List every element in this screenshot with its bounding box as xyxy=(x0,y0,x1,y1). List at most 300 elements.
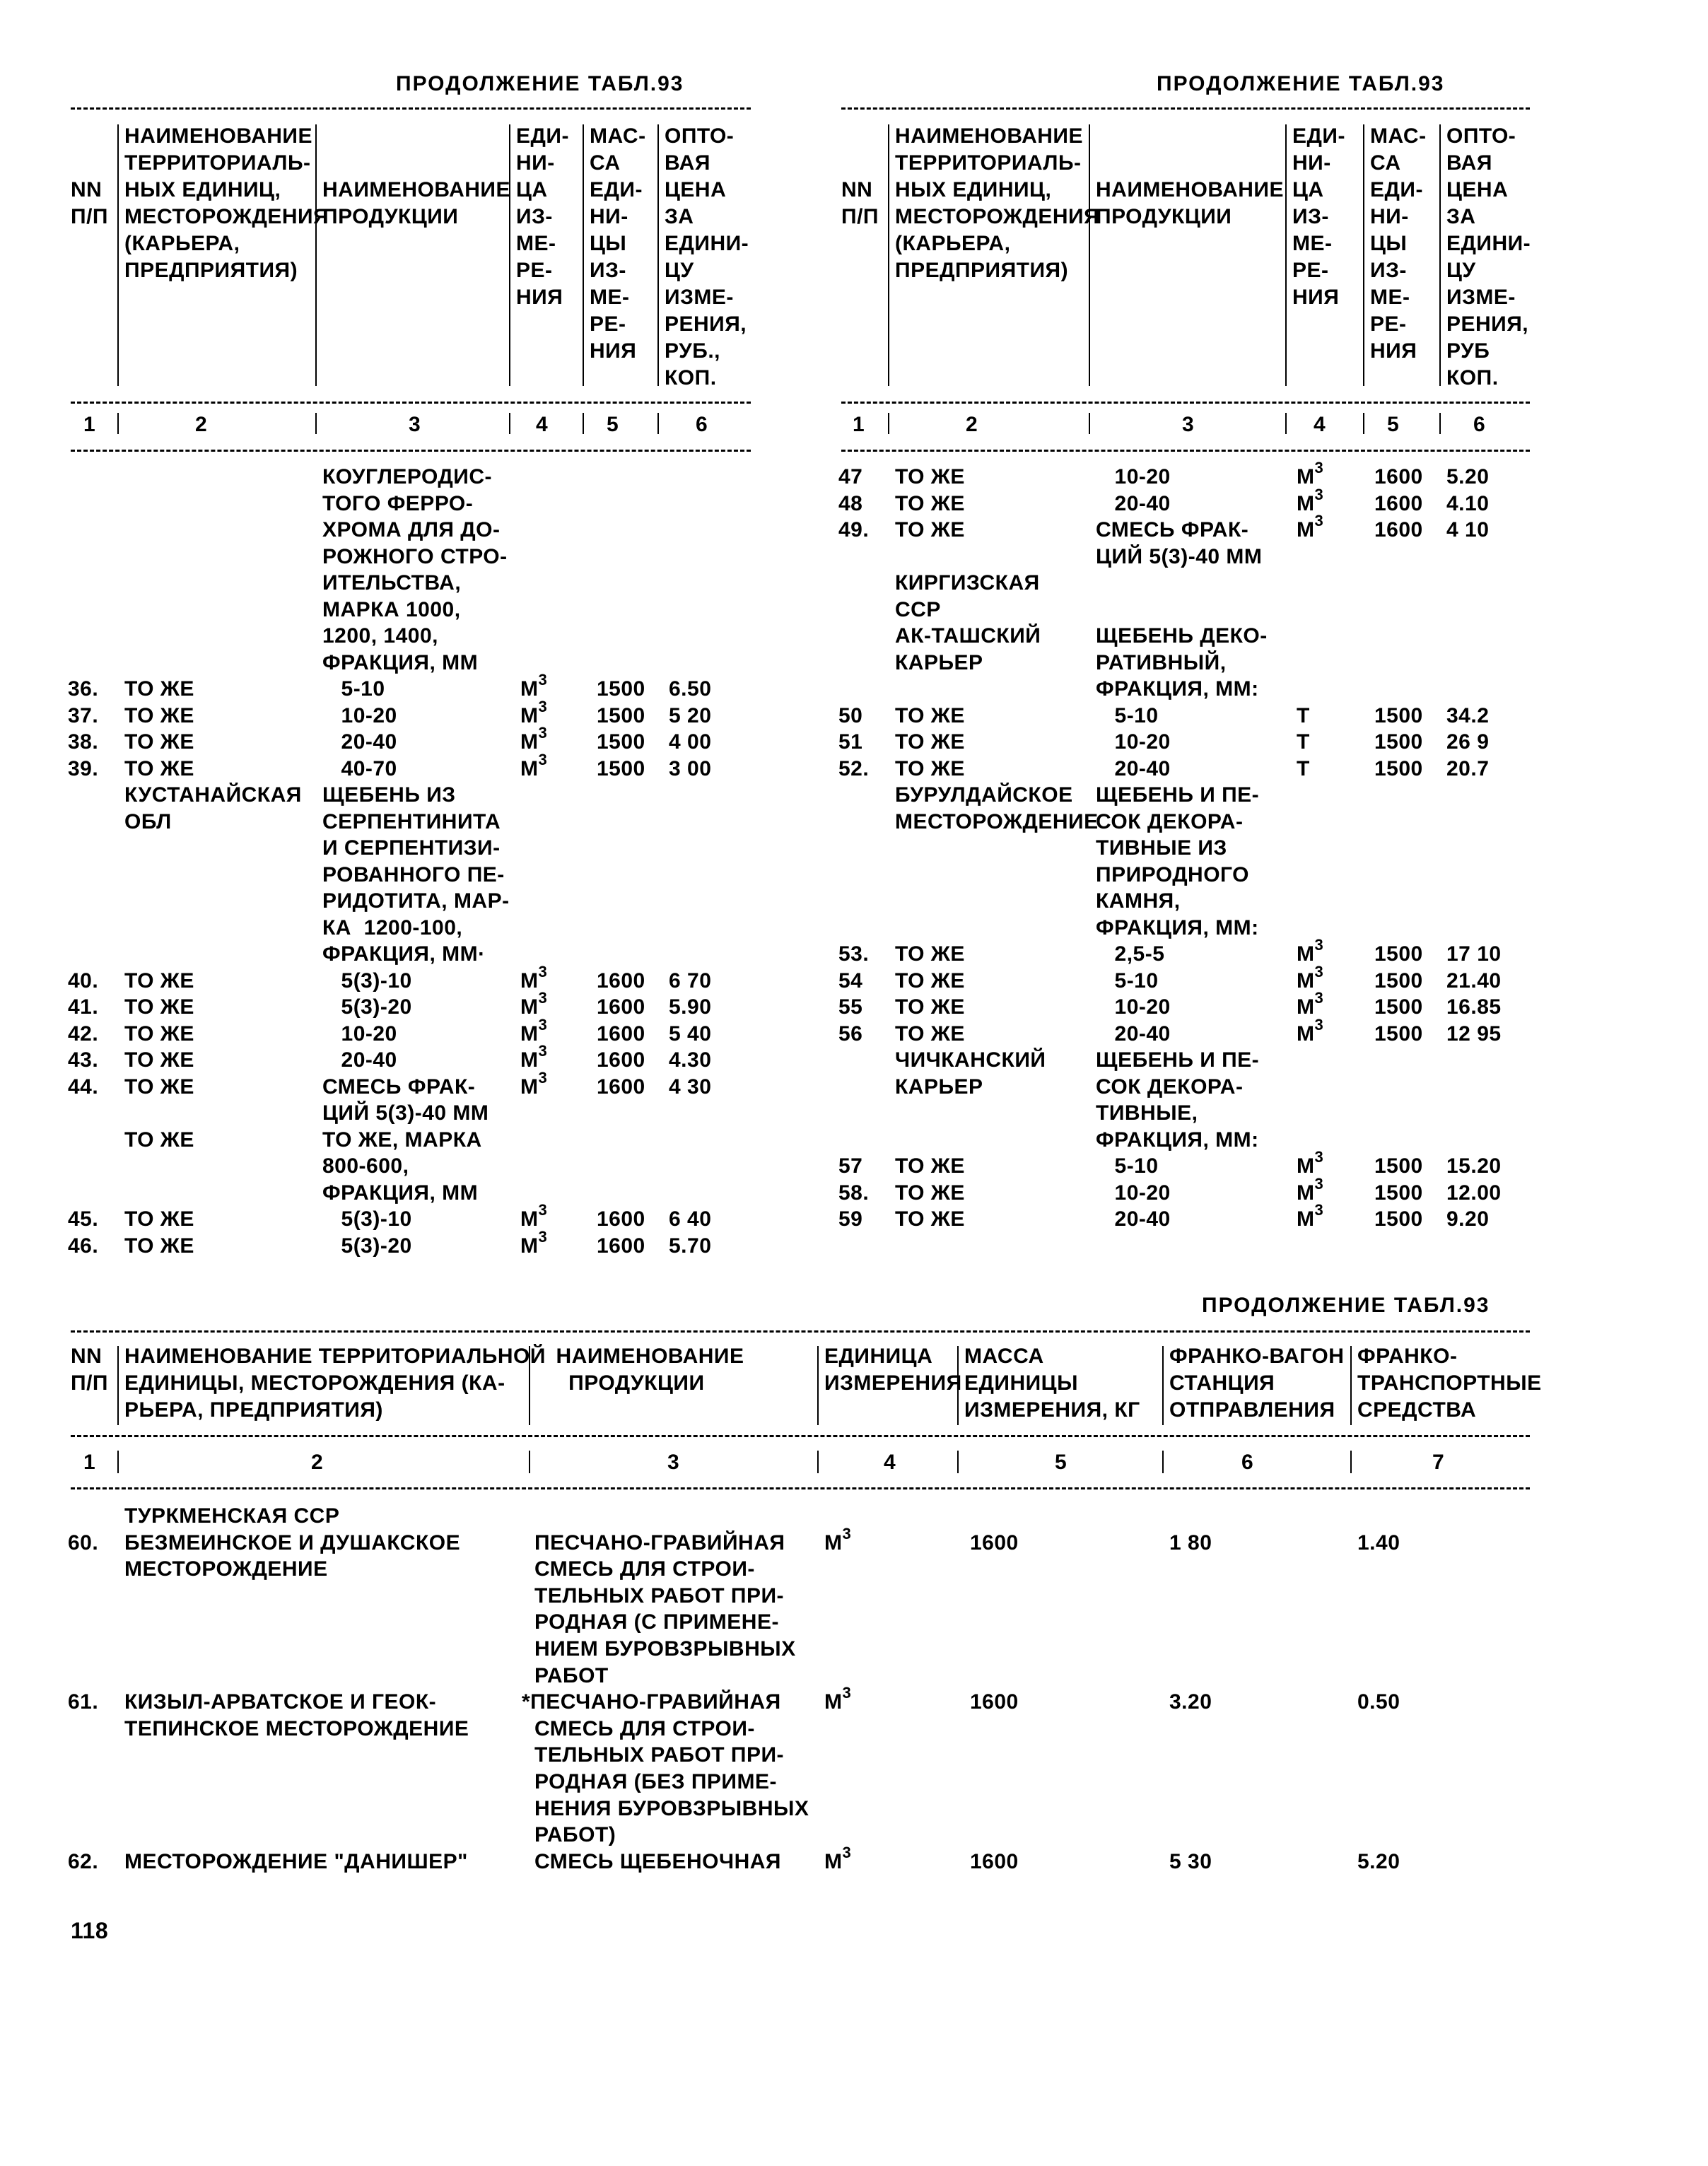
row-number: 55 xyxy=(838,995,863,1019)
row-product: ФРАКЦИЯ, ММ: xyxy=(1096,915,1259,939)
row-territory: ТО ЖЕ xyxy=(895,1207,965,1231)
right-table-caption: ПРОДОЛЖЕНИЕ ТАБЛ.93 xyxy=(1157,72,1445,95)
row-product: 10-20 xyxy=(322,1021,397,1046)
row-product: 20-40 xyxy=(322,1048,397,1072)
row-mass: 1500 xyxy=(1374,1021,1423,1046)
row-territory: ТО ЖЕ xyxy=(895,968,965,993)
row-number: 48 xyxy=(838,491,863,515)
row-product: 1200, 1400, xyxy=(322,624,438,648)
row-station-price: 5 30 xyxy=(1169,1849,1212,1873)
row-product: 10-20 xyxy=(1096,730,1171,754)
row-unit: $М^3$ xyxy=(1297,512,1324,542)
header-product: НАИМЕНОВАНИЕ ПРОДУКЦИИ xyxy=(556,1345,744,1395)
row-mass: 1500 xyxy=(1374,995,1423,1019)
unit-exponent: 3 xyxy=(1314,1148,1324,1166)
row-unit: $М^3$ xyxy=(520,750,548,780)
row-territory: ТО ЖЕ xyxy=(895,756,965,780)
row-price: 16.85 xyxy=(1446,995,1502,1019)
row-number: 59 xyxy=(838,1207,863,1231)
row-mass: 1600 xyxy=(970,1530,1019,1555)
column-number-divider xyxy=(1350,1451,1352,1473)
row-transport-price: 1.40 xyxy=(1357,1530,1400,1555)
row-number: 42. xyxy=(68,1021,99,1046)
bottom-table-caption: ПРОДОЛЖЕНИЕ ТАБЛ.93 xyxy=(1202,1294,1490,1317)
row-unit: $М^3$ xyxy=(1297,936,1324,966)
unit-exponent: 3 xyxy=(842,1684,852,1702)
row-product: 40-70 xyxy=(322,756,397,780)
row-mass: 1500 xyxy=(597,756,645,780)
row-price: 20.7 xyxy=(1446,756,1490,780)
header-column-divider xyxy=(957,1346,959,1425)
row-product: ФРАКЦИЯ, ММ: xyxy=(1096,1128,1259,1152)
row-price: 5 20 xyxy=(669,703,712,727)
column-number: 2 xyxy=(966,413,978,436)
row-price: 17 10 xyxy=(1446,942,1502,966)
row-number: 45. xyxy=(68,1207,99,1231)
row-number: 46. xyxy=(68,1234,99,1258)
row-product: И СЕРПЕНТИЗИ- xyxy=(322,836,501,860)
row-territory: ТО ЖЕ xyxy=(895,1154,965,1178)
column-number: 3 xyxy=(409,413,421,436)
unit-exponent: 3 xyxy=(538,724,548,742)
row-unit: $М^3$ xyxy=(520,1068,548,1099)
header-nn: NN П/П xyxy=(71,178,108,228)
row-unit: $М^3$ xyxy=(520,1015,548,1046)
bottom-header-top-rule xyxy=(71,1330,1530,1333)
column-number: 6 xyxy=(1473,413,1486,436)
row-mass: 1600 xyxy=(970,1849,1019,1873)
unit-exponent: 3 xyxy=(538,750,548,768)
row-unit: $М^3$ xyxy=(520,671,548,701)
row-territory: ТО ЖЕ xyxy=(124,730,194,754)
column-number: 2 xyxy=(195,413,208,436)
row-product: ФРАКЦИЯ, ММ: xyxy=(1096,677,1259,701)
row-territory: ТО ЖЕ xyxy=(124,677,194,701)
row-territory: ТО ЖЕ xyxy=(124,995,194,1019)
header-column-divider xyxy=(529,1346,530,1425)
row-unit: $М^3$ xyxy=(1297,1015,1324,1046)
header-territory: НАИМЕНОВАНИЕ ТЕРРИТОРИАЛЬНОЙ ЕДИНИЦЫ, МЕСТОРОЖДЕНИЯ (КА- РЬЕРА, ПРЕДПРИЯТИЯ) xyxy=(124,1345,546,1422)
row-product: ЦИЙ 5(3)-40 ММ xyxy=(322,1101,489,1125)
unit-exponent: 3 xyxy=(1314,989,1324,1007)
row-number: 58. xyxy=(838,1181,870,1205)
row-unit: $М^3$ xyxy=(520,1227,548,1258)
row-product: 5-10 xyxy=(1096,968,1159,993)
bottom-header-bottom-rule xyxy=(71,1435,1530,1437)
row-mass: 1500 xyxy=(1374,968,1423,993)
unit-exponent: 3 xyxy=(1314,936,1324,954)
row-territory: ТО ЖЕ xyxy=(124,1234,194,1258)
row-unit: $М^3$ xyxy=(1297,962,1324,993)
row-product: СМЕСЬ ДЛЯ СТРОИ- xyxy=(534,1557,755,1581)
row-price: 4 10 xyxy=(1446,518,1490,542)
header-unit: ЕДИ- НИ- ЦА ИЗ- МЕ- РЕ- НИЯ xyxy=(516,124,569,309)
row-unit: $М^3$ xyxy=(1297,459,1324,488)
unit-exponent: 3 xyxy=(1314,962,1324,980)
row-product: 2,5-5 xyxy=(1096,942,1165,966)
row-price: 6 70 xyxy=(669,968,712,993)
row-mass: 1500 xyxy=(597,677,645,701)
unit-exponent: 3 xyxy=(842,1524,852,1542)
header-territory: НАИМЕНОВАНИЕ ТЕРРИТОРИАЛЬ- НЫХ ЕДИНИЦ, МЕСТОРОЖДЕНИЯ (КАРЬЕРА, ПРЕДПРИЯТИЯ) xyxy=(895,124,1100,282)
row-number: 56 xyxy=(838,1021,863,1046)
row-product: ИТЕЛЬСТВА, xyxy=(322,571,462,595)
row-territory: МЕСТОРОЖДЕНИЕ xyxy=(895,809,1099,833)
row-price: 34.2 xyxy=(1446,703,1490,727)
row-unit: $М^3$ xyxy=(520,1201,548,1231)
page-number: 118 xyxy=(71,1918,109,1943)
row-product: СМЕСЬ ЩЕБЕНОЧНАЯ xyxy=(534,1849,781,1873)
row-product: РОДНАЯ (С ПРИМЕНЕ- xyxy=(534,1610,779,1634)
unit-exponent: 3 xyxy=(538,1042,548,1060)
row-product: СОК ДЕКОРА- xyxy=(1096,1075,1244,1099)
row-territory: КИРГИЗСКАЯ xyxy=(895,571,1040,595)
row-product: ТО ЖЕ, МАРКА xyxy=(322,1128,482,1152)
row-unit: $М^3$ xyxy=(1297,1174,1324,1205)
header-column-divider xyxy=(1350,1346,1352,1425)
row-unit: $М^3$ xyxy=(520,697,548,727)
unit-exponent: 3 xyxy=(538,671,548,689)
row-number: 43. xyxy=(68,1048,99,1072)
row-product: НЕНИЯ БУРОВЗРЫВНЫХ xyxy=(534,1796,809,1820)
row-unit: $М^3$ xyxy=(520,989,548,1019)
column-number: 6 xyxy=(1241,1451,1254,1474)
row-product: СМЕСЬ ФРАК- xyxy=(322,1075,476,1099)
unit-exponent: 3 xyxy=(538,697,548,715)
unit-exponent: 3 xyxy=(538,989,548,1007)
row-mass: 1500 xyxy=(1374,1181,1423,1205)
row-mass: 1600 xyxy=(597,1021,645,1046)
row-product: ПРИРОДНОГО xyxy=(1096,862,1250,886)
column-number-divider xyxy=(817,1451,819,1473)
row-number: 39. xyxy=(68,756,99,780)
column-number-divider xyxy=(529,1451,530,1473)
row-unit: Т xyxy=(1297,703,1310,727)
row-product: ТИВНЫЕ, xyxy=(1096,1101,1198,1125)
row-product: КОУГЛЕРОДИС- xyxy=(322,465,493,488)
unit-exponent: 3 xyxy=(538,1068,548,1087)
unit-exponent: 3 xyxy=(1314,1015,1324,1034)
row-territory: ТО ЖЕ xyxy=(124,1048,194,1072)
row-product: 5-10 xyxy=(1096,1154,1159,1178)
row-price: 5.20 xyxy=(1446,465,1490,488)
row-number: 40. xyxy=(68,968,99,993)
row-product: СМЕСЬ ФРАК- xyxy=(1096,518,1249,542)
row-mass: 1600 xyxy=(597,1075,645,1099)
row-product: 5-10 xyxy=(1096,703,1159,727)
row-unit: $М^3$ xyxy=(1297,485,1324,515)
row-product: 10-20 xyxy=(1096,465,1171,488)
row-mass: 1600 xyxy=(597,1234,645,1258)
row-product: 5-10 xyxy=(322,677,385,701)
row-unit: $М^3$ xyxy=(520,1042,548,1072)
row-product: РОВАННОГО ПЕ- xyxy=(322,862,505,886)
unit-exponent: 3 xyxy=(538,962,548,980)
row-product: РИДОТИТА, МАР- xyxy=(322,889,510,913)
row-product: 20-40 xyxy=(1096,1207,1171,1231)
row-territory: ТО ЖЕ xyxy=(124,1075,194,1099)
column-number-divider xyxy=(117,1451,119,1473)
row-mass: 1600 xyxy=(597,968,645,993)
header-station: ФРАНКО-ВАГОН СТАНЦИЯ ОТПРАВЛЕНИЯ xyxy=(1169,1345,1345,1422)
row-product: КАМНЯ, xyxy=(1096,889,1181,913)
row-mass: 1600 xyxy=(597,1207,645,1231)
row-territory: КАРЬЕР xyxy=(895,650,983,674)
unit-exponent: 3 xyxy=(538,1227,548,1246)
row-product: ФРАКЦИЯ, ММ xyxy=(322,650,479,674)
row-product: 5(3)-10 xyxy=(322,968,412,993)
row-number: 54 xyxy=(838,968,863,993)
header-mass: МАС- СА ЕДИ- НИ- ЦЫ ИЗ- МЕ- РЕ- НИЯ xyxy=(1370,124,1427,363)
row-number: 62. xyxy=(68,1849,99,1873)
row-product: 800-600, xyxy=(322,1154,409,1178)
row-price: 4 30 xyxy=(669,1075,712,1099)
row-product: РАБОТ) xyxy=(534,1823,616,1847)
row-mass: 1600 xyxy=(1374,518,1423,542)
row-territory: КИЗЫЛ-АРВАТСКОЕ И ГЕОК- xyxy=(124,1690,437,1714)
header-column-divider xyxy=(117,1346,119,1425)
row-unit: $М^3$ xyxy=(824,1524,852,1555)
column-number: 5 xyxy=(1387,413,1400,436)
header-column-divider xyxy=(817,1346,819,1425)
row-price: 4 00 xyxy=(669,730,712,754)
row-unit: $М^3$ xyxy=(1297,989,1324,1019)
header-unit: ЕДИ- НИ- ЦА ИЗ- МЕ- РЕ- НИЯ xyxy=(1292,124,1345,309)
unit-exponent: 3 xyxy=(1314,485,1324,503)
header-product: НАИМЕНОВАНИЕ ПРОДУКЦИИ xyxy=(322,178,510,228)
header-column-divider xyxy=(1162,1346,1164,1425)
row-price: 4.10 xyxy=(1446,491,1490,515)
row-number: 44. xyxy=(68,1075,99,1099)
column-number: 1 xyxy=(83,413,96,436)
row-product: 20-40 xyxy=(1096,491,1171,515)
row-product: 10-20 xyxy=(322,703,397,727)
row-price: 26 9 xyxy=(1446,730,1490,754)
column-number: 3 xyxy=(667,1451,680,1474)
column-number-divider xyxy=(957,1451,959,1473)
row-territory: ЧИЧКАНСКИЙ xyxy=(895,1048,1046,1072)
row-territory: ТО ЖЕ xyxy=(124,968,194,993)
row-price: 5.70 xyxy=(669,1234,712,1258)
row-mass: 1600 xyxy=(1374,491,1423,515)
row-product: ТЕЛЬНЫХ РАБОТ ПРИ- xyxy=(534,1743,785,1767)
row-product: РОДНАЯ (БЕЗ ПРИМЕ- xyxy=(534,1770,777,1793)
column-number: 5 xyxy=(607,413,619,436)
header-mass: МАС- СА ЕДИ- НИ- ЦЫ ИЗ- МЕ- РЕ- НИЯ xyxy=(590,124,646,363)
row-price: 6 40 xyxy=(669,1207,712,1231)
row-territory: ТЕПИНСКОЕ МЕСТОРОЖДЕНИЕ xyxy=(124,1716,469,1740)
unit-exponent: 3 xyxy=(1314,1174,1324,1193)
row-territory: ТО ЖЕ xyxy=(124,756,194,780)
row-number: 60. xyxy=(68,1530,99,1555)
header-nn: NN П/П xyxy=(71,1345,108,1395)
bottom-numbers-bottom-rule xyxy=(71,1487,1530,1489)
row-product: ЦИЙ 5(3)-40 ММ xyxy=(1096,544,1263,568)
row-price: 5.90 xyxy=(669,995,712,1019)
unit-exponent: 3 xyxy=(1314,459,1324,476)
row-mass: 1600 xyxy=(597,1048,645,1072)
column-number: 6 xyxy=(696,413,708,436)
row-product: ЩЕБЕНЬ И ПЕ- xyxy=(1096,1048,1260,1072)
row-territory: ТО ЖЕ xyxy=(895,1181,965,1205)
row-product: ЩЕБЕНЬ ИЗ xyxy=(322,783,456,807)
row-number: 61. xyxy=(68,1690,99,1714)
row-transport-price: 5.20 xyxy=(1357,1849,1400,1873)
row-product: *ПЕСЧАНО-ГРАВИЙНАЯ xyxy=(522,1690,781,1714)
row-product: РОЖНОГО СТРО- xyxy=(322,544,508,568)
row-product: СОК ДЕКОРА- xyxy=(1096,809,1244,833)
column-number: 2 xyxy=(311,1451,324,1474)
row-territory: ТО ЖЕ xyxy=(895,995,965,1019)
row-unit: $М^3$ xyxy=(520,724,548,754)
row-product: ПЕСЧАНО-ГРАВИЙНАЯ xyxy=(534,1530,785,1555)
row-number: 57 xyxy=(838,1154,863,1178)
row-product: РАБОТ xyxy=(534,1663,609,1687)
row-station-price: 1 80 xyxy=(1169,1530,1212,1555)
row-territory: ТО ЖЕ xyxy=(895,1021,965,1046)
row-territory: ТО ЖЕ xyxy=(124,1021,194,1046)
row-mass: 1600 xyxy=(1374,465,1423,488)
row-territory: ТО ЖЕ xyxy=(895,518,965,542)
row-number: 49. xyxy=(838,518,870,542)
row-mass: 1600 xyxy=(597,995,645,1019)
row-product: КА 1200-100, xyxy=(322,915,463,939)
header-territory: НАИМЕНОВАНИЕ ТЕРРИТОРИАЛЬ- НЫХ ЕДИНИЦ, МЕСТОРОЖДЕНИЯ (КАРЬЕРА, ПРЕДПРИЯТИЯ) xyxy=(124,124,329,282)
header-transport: ФРАНКО- ТРАНСПОРТНЫЕ СРЕДСТВА xyxy=(1357,1345,1542,1422)
row-number: 37. xyxy=(68,703,99,727)
row-product: 10-20 xyxy=(1096,995,1171,1019)
row-product: ЩЕБЕНЬ И ПЕ- xyxy=(1096,783,1260,807)
row-price: 21.40 xyxy=(1446,968,1502,993)
row-number: 36. xyxy=(68,677,99,701)
row-number: 50 xyxy=(838,703,863,727)
row-number: 52. xyxy=(838,756,870,780)
row-mass: 1500 xyxy=(597,730,645,754)
row-unit: $М^3$ xyxy=(824,1843,852,1873)
row-product: ФРАКЦИЯ, ММ xyxy=(322,1181,479,1205)
row-unit: $М^3$ xyxy=(1297,1148,1324,1178)
row-territory: ТУРКМЕНСКАЯ ССР xyxy=(124,1504,340,1528)
row-product: ЩЕБЕНЬ ДЕКО- xyxy=(1096,624,1268,648)
header-mass: МАССА ЕДИНИЦЫ ИЗМЕРЕНИЯ, КГ xyxy=(964,1345,1140,1422)
row-unit: $М^3$ xyxy=(520,962,548,993)
row-territory: ТО ЖЕ xyxy=(895,942,965,966)
row-territory: КУСТАНАЙСКАЯ xyxy=(124,783,302,807)
row-territory: ТО ЖЕ xyxy=(895,703,965,727)
row-transport-price: 0.50 xyxy=(1357,1690,1400,1714)
row-number: 51 xyxy=(838,730,863,754)
row-product: СМЕСЬ ДЛЯ СТРОИ- xyxy=(534,1716,755,1740)
header-unit: ЕДИНИЦА ИЗМЕРЕНИЯ xyxy=(824,1345,962,1395)
column-number-divider xyxy=(1162,1451,1164,1473)
row-price: 12 95 xyxy=(1446,1021,1502,1046)
row-mass: 1500 xyxy=(1374,703,1423,727)
row-mass: 1500 xyxy=(1374,1154,1423,1178)
row-price: 15.20 xyxy=(1446,1154,1502,1178)
column-number: 7 xyxy=(1432,1451,1445,1474)
column-number: 4 xyxy=(536,413,549,436)
header-price: ОПТО- ВАЯ ЦЕНА ЗА ЕДИНИ- ЦУ ИЗМЕ- РЕНИЯ, РУБ., КОП. xyxy=(665,124,749,390)
row-territory: ТО ЖЕ xyxy=(124,703,194,727)
row-product: ХРОМА ДЛЯ ДО- xyxy=(322,518,501,542)
column-number: 1 xyxy=(853,413,865,436)
column-number: 4 xyxy=(1314,413,1326,436)
row-product: НИЕМ БУРОВЗРЫВНЫХ xyxy=(534,1637,796,1661)
column-number: 4 xyxy=(884,1451,896,1474)
row-mass: 1500 xyxy=(597,703,645,727)
row-territory: АК-ТАШСКИЙ xyxy=(895,624,1041,648)
column-number: 1 xyxy=(83,1451,96,1474)
row-number: 41. xyxy=(68,995,99,1019)
row-territory: ССР xyxy=(895,597,941,621)
row-territory: ТО ЖЕ xyxy=(895,491,965,515)
unit-exponent: 3 xyxy=(1314,1201,1324,1219)
row-mass: 1500 xyxy=(1374,756,1423,780)
row-price: 4.30 xyxy=(669,1048,712,1072)
row-price: 9.20 xyxy=(1446,1207,1490,1231)
header-price: ОПТО- ВАЯ ЦЕНА ЗА ЕДИНИ- ЦУ ИЗМЕ- РЕНИЯ, РУБ КОП. xyxy=(1446,124,1531,390)
row-mass: 1500 xyxy=(1374,1207,1423,1231)
row-price: 6.50 xyxy=(669,677,712,701)
row-product: 5(3)-20 xyxy=(322,1234,412,1258)
row-product: 5(3)-10 xyxy=(322,1207,412,1231)
row-number: 53. xyxy=(838,942,870,966)
row-territory: ОБЛ xyxy=(124,809,172,833)
row-mass: 1600 xyxy=(970,1690,1019,1714)
row-mass: 1500 xyxy=(1374,730,1423,754)
row-price: 3 00 xyxy=(669,756,712,780)
column-number: 5 xyxy=(1055,1451,1068,1474)
unit-exponent: 3 xyxy=(842,1843,852,1861)
row-territory: ТО ЖЕ xyxy=(895,730,965,754)
row-territory: МЕСТОРОЖДЕНИЕ xyxy=(124,1557,328,1581)
row-product: ТИВНЫЕ ИЗ xyxy=(1096,836,1227,860)
header-nn: NN П/П xyxy=(841,178,879,228)
row-unit: Т xyxy=(1297,756,1310,780)
row-product: РАТИВНЫЙ, xyxy=(1096,650,1227,674)
row-product: 20-40 xyxy=(1096,756,1171,780)
row-unit: Т xyxy=(1297,730,1310,754)
row-product: СЕРПЕНТИНИТА xyxy=(322,809,501,833)
row-product: 5(3)-20 xyxy=(322,995,412,1019)
row-territory: БЕЗМЕИНСКОЕ И ДУШАКСКОЕ xyxy=(124,1530,461,1555)
row-territory: БУРУЛДАЙСКОЕ xyxy=(895,783,1073,807)
unit-exponent: 3 xyxy=(538,1201,548,1219)
row-territory: ТО ЖЕ xyxy=(895,465,965,488)
row-price: 12.00 xyxy=(1446,1181,1502,1205)
row-product: ФРАКЦИЯ, ММ· xyxy=(322,942,486,966)
row-territory: МЕСТОРОЖДЕНИЕ "ДАНИШЕР" xyxy=(124,1849,468,1873)
row-unit: $М^3$ xyxy=(824,1684,852,1714)
header-product: НАИМЕНОВАНИЕ ПРОДУКЦИИ xyxy=(1096,178,1284,228)
unit-exponent: 3 xyxy=(1314,512,1324,529)
left-table-caption: ПРОДОЛЖЕНИЕ ТАБЛ.93 xyxy=(396,72,684,95)
column-number: 3 xyxy=(1182,413,1195,436)
row-territory: КАРЬЕР xyxy=(895,1075,983,1099)
row-product: 20-40 xyxy=(322,730,397,754)
row-price: 5 40 xyxy=(669,1021,712,1046)
row-number: 38. xyxy=(68,730,99,754)
row-product: ТОГО ФЕРРО- xyxy=(322,491,474,515)
row-unit: $М^3$ xyxy=(1297,1201,1324,1231)
unit-exponent: 3 xyxy=(538,1015,548,1034)
row-number: 47 xyxy=(838,465,863,488)
row-station-price: 3.20 xyxy=(1169,1690,1212,1714)
row-territory: ТО ЖЕ xyxy=(124,1128,194,1152)
row-product: МАРКА 1000, xyxy=(322,597,461,621)
row-product: ТЕЛЬНЫХ РАБОТ ПРИ- xyxy=(534,1583,785,1608)
row-product: 10-20 xyxy=(1096,1181,1171,1205)
